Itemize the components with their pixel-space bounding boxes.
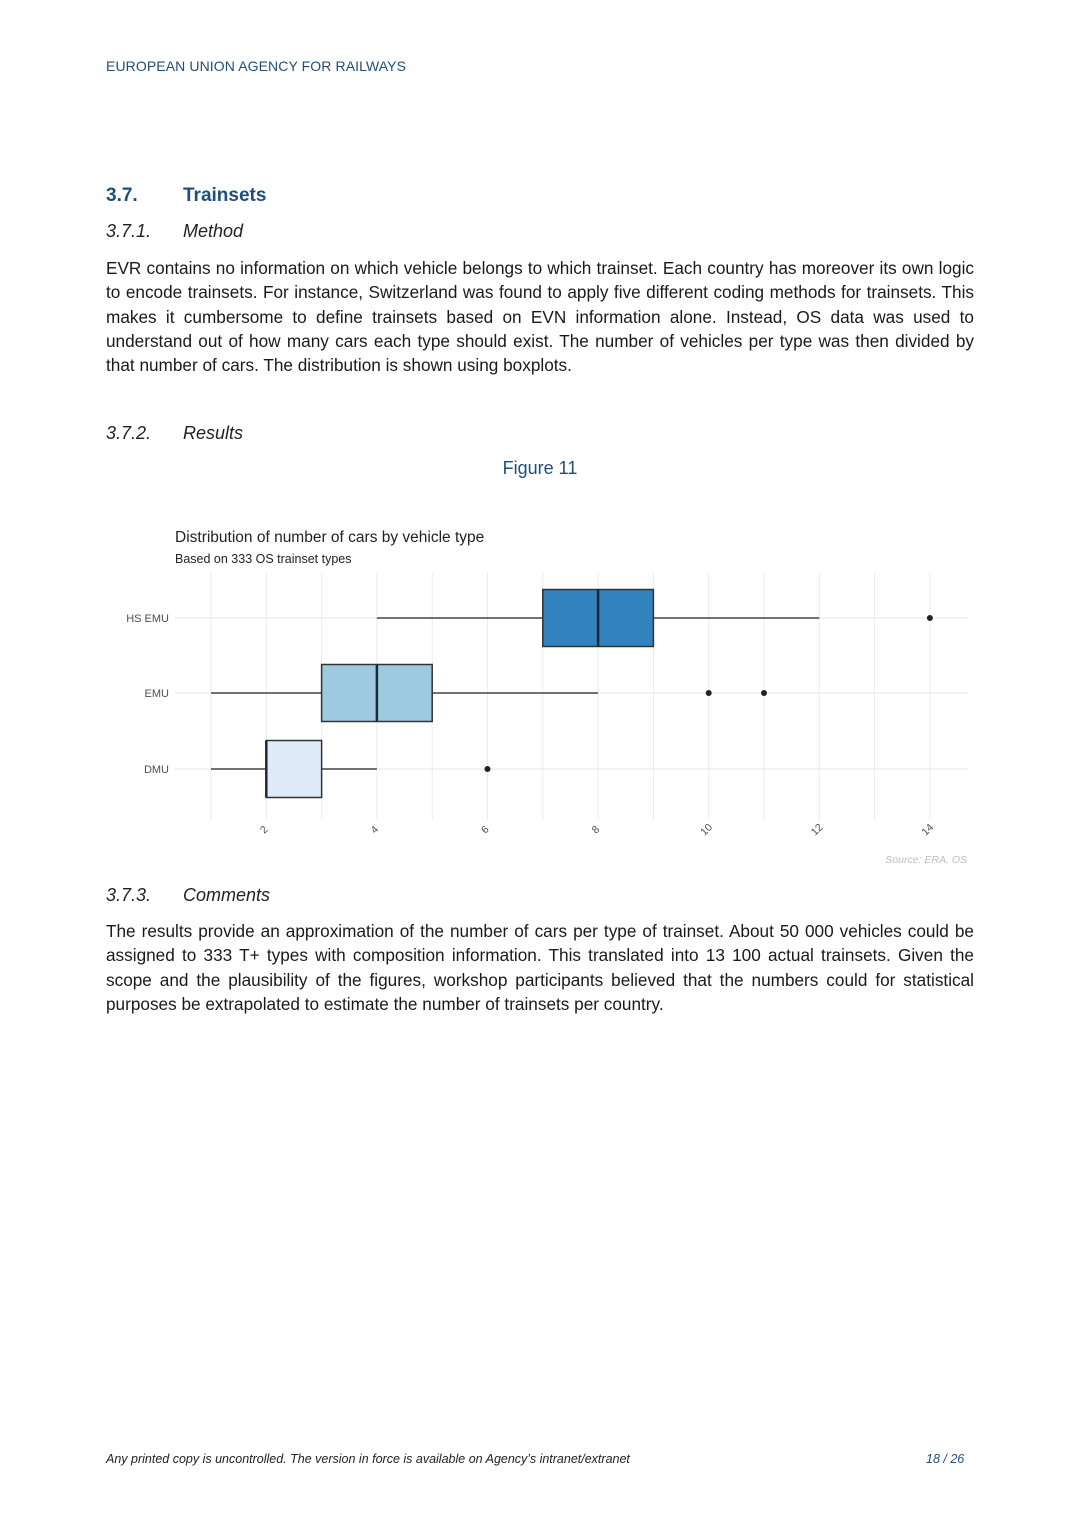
outlier-point [706,690,712,696]
subsection-heading-method [106,221,243,242]
x-tick-label: 6 [479,823,492,837]
method-paragraph: EVR contains no information on which vehicle belongs to which trainset. Each country has moreover its own logic to encode trainsets. For instance, Switzerland was found to apply five different coding methods for trainsets. This makes it cumbersome to define trainsets based on EVN information alone. Instead, OS data was used to understand out of how many cars each type should exist. The number of vehicles per type was then divided by that number of cars. The distribution is shown using boxplots. [106,258,974,376]
section-title: Trainsets [183,185,267,206]
subsection-title: Method [183,221,244,241]
running-header: EUROPEAN UNION AGENCY FOR RAILWAYS [106,58,407,74]
subsection-title: Comments [183,885,271,905]
page-number: 18 / 26 [926,1452,965,1466]
subsection-title: Results [183,423,244,443]
category-label: EMU [144,688,169,700]
section-heading [106,185,266,207]
chart-source: Source: ERA, OS [885,854,967,866]
chart-subtitle: Based on 333 OS trainset types [175,552,352,566]
x-tick-label: 12 [808,821,826,839]
subsection-number: 3.7.1. [106,221,152,241]
section-number: 3.7. [106,185,138,206]
subsection-number: 3.7.2. [106,423,152,443]
comments-paragraph: The results provide an approximation of the number of cars per type of trainset. About 50 000 vehicles could be assigned to 333 T+ types with composition information. This translated into 13 100 actual trainsets. Given the scope and the plausibility of the figures, workshop participants believed that the numbers could for statistical purposes be extrapolated to estimate the number of trainsets per country. [106,921,974,1014]
footer-disclaimer: Any printed copy is uncontrolled. The version in force is available on Agency’s intranet/extranet [106,1452,630,1466]
figure-caption: Figure 11 [502,458,578,478]
x-tick-label: 2 [257,823,271,837]
x-tick-label: 8 [589,823,603,837]
category-label: HS EMU [126,613,169,625]
x-tick-label: 4 [368,823,382,837]
subsection-number: 3.7.3. [106,885,152,905]
category-label: DMU [143,764,169,776]
subsection-heading-comments [106,885,270,906]
subsection-heading-results [106,423,243,444]
chart-title: Distribution of number of cars by vehicle type [175,529,485,546]
x-tick-label: 10 [698,821,715,839]
outlier-point [485,766,491,772]
iqr-box [266,741,321,798]
x-tick-label: 14 [919,821,937,839]
outlier-point [761,690,767,696]
boxplot-chart [120,520,980,880]
plot-area [120,520,980,880]
outlier-point [927,615,933,621]
